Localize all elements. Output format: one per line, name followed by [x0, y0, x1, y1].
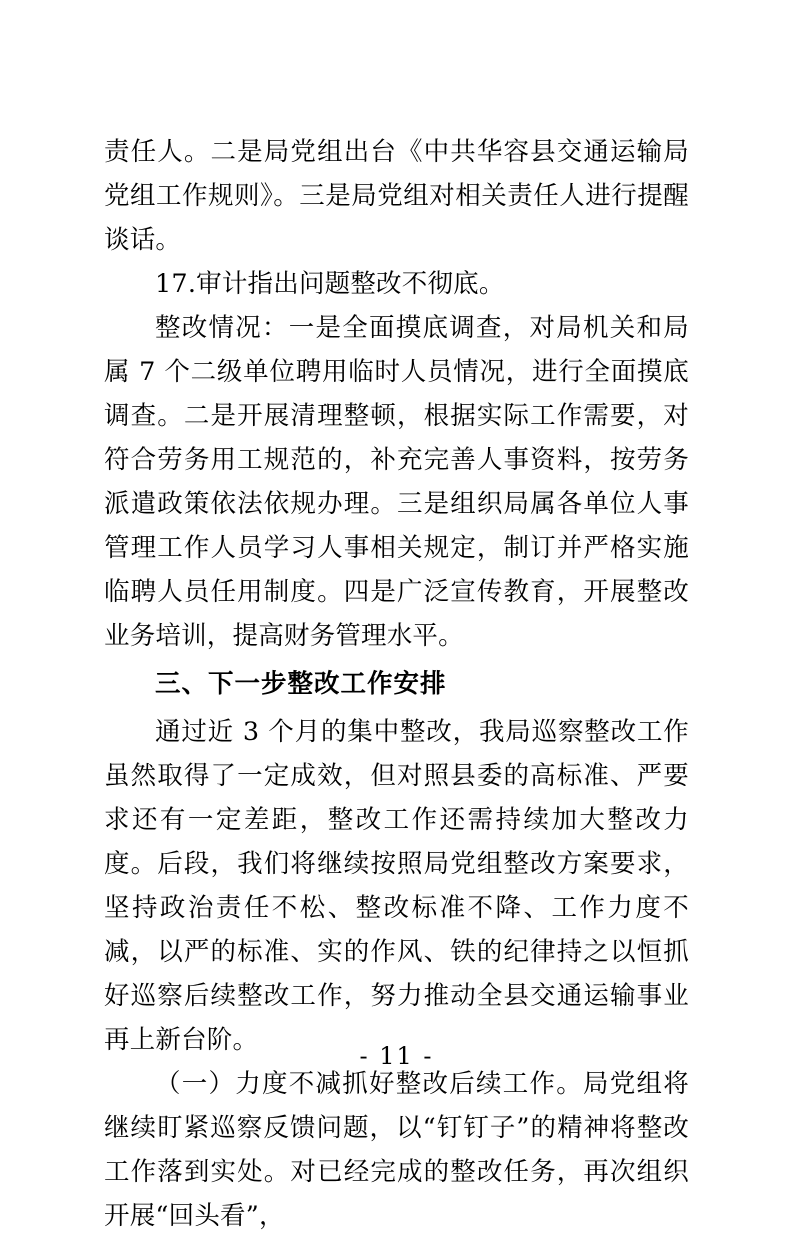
page-number: - 11 -: [359, 1042, 434, 1070]
paragraph-item-one: （一）力度不减抓好整改后续工作。局党组将继续盯紧巡察反馈问题，以“钉钉子”的精神将整改工作落到实处。对已经完成的整改任务，再次组织开展“回头看”，: [104, 1069, 689, 1231]
heading-section-three: 三、下一步整改工作安排: [155, 669, 447, 699]
document-body: [104, 130, 689, 1238]
paragraph-section-three-intro: 通过近 3 个月的集中整改，我局巡察整改工作虽然取得了一定成效，但对照县委的高标准、严要求还有一定差距，整改工作还需持续加大整改力度。后段，我们将继续按照局党组整改方案要求，坚持政治责任不松、整改标准不降、工作力度不减，以严的标准、实的作风、铁的纪律持之以恒抓好巡察后续整改工作，努力推动全县交通运输事业再上新台阶。: [104, 717, 689, 1055]
paragraph-continued: 责任人。二是局党组出台《中共华容县交通运输局党组工作规则》。三是局党组对相关责任人进行提醒谈话。: [104, 137, 689, 255]
paragraph-rectification-status: 整改情况：一是全面摸底调查，对局机关和局属 7 个二级单位聘用临时人员情况，进行全面摸底调查。二是开展清理整顿，根据实际工作需要，对符合劳务用工规范的，补充完善人事资料，按劳务派遣政策依法依规办理。三是组织局属各单位人事管理工作人员学习人事相关规定，制订并严格实施临聘人员任用制度。四是广泛宣传教育，开展整改业务培训，提高财务管理水平。: [104, 313, 689, 651]
paragraph-item-17: 17.审计指出问题整改不彻底。: [155, 269, 505, 299]
